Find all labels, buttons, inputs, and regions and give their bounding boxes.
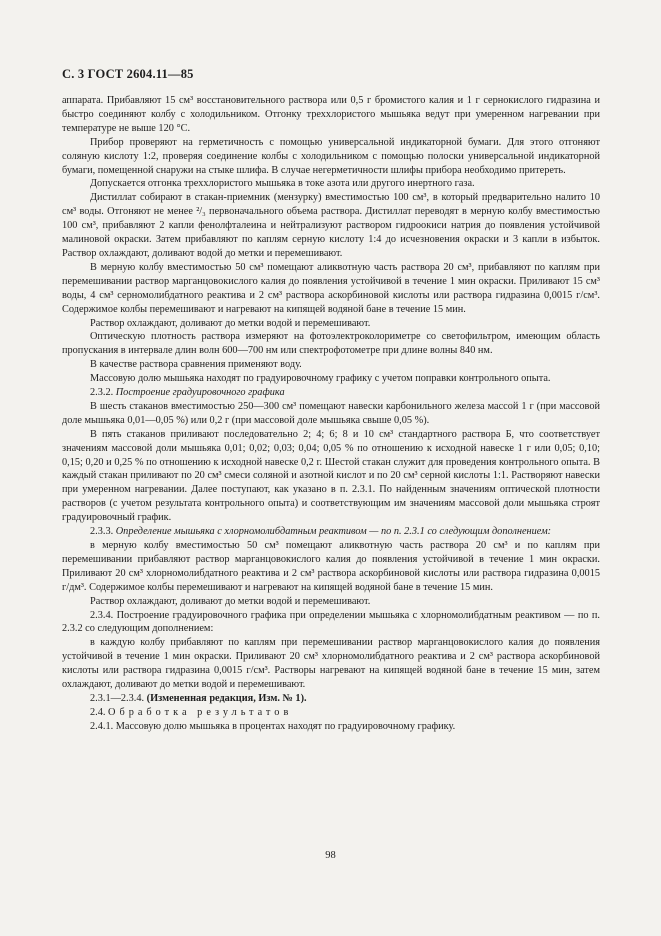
page-number: 98	[325, 850, 336, 861]
text-run: Раствор охлаждают, доливают до метки водой и перемешивают.	[90, 595, 371, 607]
paragraph	[62, 191, 600, 261]
paragraph	[62, 595, 600, 609]
paragraph	[62, 400, 600, 428]
paragraph	[62, 720, 600, 734]
paragraph	[62, 609, 600, 637]
text-run: в каждую колбу прибавляют по каплям при перемешивании раствор марганцовокислого калия до появления устойчивой в течение 1 мин окраски. Приливают 20 см³ хлорномолибдатного реактива и 2 см³ раствора аскорбиновой кислоты или раствора гидразина 0,0015 г/см³. Растворы нагревают на кипящей водяной бане в течение 15 мин, затем охлаждают, доливают до метки водой и перемешивают.	[62, 637, 600, 691]
text-run: В пять стаканов приливают последовательно 2; 4; 6; 8 и 10 см³ стандартного раствора Б, что соответствует значениям массовой доли мышьяка 0,01; 0,02; 0,03; 0,04; 0,05 % по отношению к исходной навеске 1 г или 0,05; 0,10; 0,15; 0,20 и 0,25 % по отношению к исходной навеске 0,2 г. Шестой стакан служит для проведения контрольного опыта. В каждый стакан приливают по 20 см³ смеси соляной и азотной кислот и по 20 см³ серной кислоты 1:1. Растворяют навески при умеренном нагревании. Далее поступают, как указано в п. 2.3.1. По найденным значениям оптической плотности растворов (с учетом результата контрольного опыта) и соответствующим им значениям массовой доли мышьяка строят градуировочный график.	[62, 428, 600, 524]
text-run: 2.3.1—2.3.4.	[90, 692, 147, 704]
text-run: 2.3.3.	[90, 526, 116, 538]
text-run: в мерную колбу вместимостью 50 см³ помещают аликвотную часть раствора 20 см³ и по каплям при перемешивании прибавляют раствор марганцовокислого калия до появления устойчивой в течение 1 мин окраски. Приливают 20 см³ хлорномолибдатного реактива и 2 см³ раствора аскорбиновой кислоты или раствора гидразина 0,0015 г/дм³. Содержимое колбы перемешивают и нагревают на кипящей водяной бане в течение 15 мин.	[62, 540, 600, 593]
text-run: Построение градуировочного графика	[115, 387, 285, 399]
text-run: 2.4.1. Массовую долю мышьяка в процентах находят по градуировочному графику.	[90, 720, 456, 732]
page-header: С. 3 ГОСТ 2604.11—85	[62, 67, 194, 81]
text-run: В шесть стаканов вместимостью 250—300 см³ помещают навески карбонильного железа массой 1 г (при массовой доле мышьяка 0,01—0,05 %) или 0,2 г (при массовой доле мышьяка свыше 0,05 %).	[62, 400, 600, 426]
paragraph	[62, 386, 600, 400]
paragraph	[62, 177, 600, 191]
paragraph	[62, 317, 600, 331]
paragraph	[62, 94, 600, 136]
paragraph	[62, 136, 600, 178]
paragraph	[62, 330, 600, 358]
text-run: (Измененная редакция, Изм. № 1).	[146, 692, 307, 704]
text-run: В мерную колбу вместимостью 50 см³ помещают аликвотную часть раствора 20 см³, прибавляют по каплям при перемешивании раствор марганцовокислого калия до появления устойчивой в течение 1 мин окраски. Приливают 15 см³ воды, 4 см³ серномолибдатного реактива и 2 см³ раствора аскорбиновой кислоты или раствора гидразина 0,0015 г/см³. Содержимое колбы перемешивают и нагревают на кипящей водяной бане в течение 15 мин.	[62, 261, 600, 315]
text-run: 2.3.4. Построение градуировочного графика при определении мышьяка с хлорномолибдатным реактивом — по п. 2.3.2 со следующим дополнением:	[62, 609, 600, 635]
paragraph	[62, 636, 600, 692]
text-run: 2.4.	[90, 706, 109, 718]
paragraph	[62, 372, 600, 386]
paragraph	[62, 428, 600, 525]
text-run: Массовую долю мышьяка находят по градуировочному графику с учетом поправки контрольного опыта.	[90, 373, 551, 385]
text-run: Раствор охлаждают, доливают до метки водой и перемешивают.	[90, 317, 371, 329]
paragraph	[62, 692, 600, 706]
text-run: аппарата. Прибавляют 15 см³ восстановительного раствора или 0,5 г бромистого калия и 1 г сернокислого гидразина и быстро соединяют колбу с холодильником. Отгонку треххлористого мышьяка ведут при умеренном нагревании при температуре не выше 120 °С.	[62, 95, 600, 134]
text-run: В качестве раствора сравнения применяют воду.	[90, 359, 302, 371]
paragraph	[62, 358, 600, 372]
paragraph	[62, 539, 600, 595]
paragraph	[62, 706, 600, 720]
text-run: Определение мышьяка с хлорномолибдатным реактивом — по п. 2.3.1 со следующим дополнением:	[115, 526, 552, 538]
text-run: Обработка результатов	[108, 706, 293, 718]
paragraph	[62, 525, 600, 539]
paragraph	[62, 261, 600, 317]
text-run: Прибор проверяют на герметичность с помощью универсальной индикаторной бумаги. Для этого отгоняют соляную кислоту 1:2, проверяя соединение колбы с холодильником с помощью полоски универсальной индикаторной бумаги, помещенной снаружи на стыке шлифа. В случае негерметичности шлифы прибора необходимо притереть.	[62, 136, 600, 176]
text-run: Оптическую плотность раствора измеряют на фотоэлектроколориметре со светофильтром, имеющим область пропускания в интервале длин волн 600—700 нм или спектрофотометре при длине волны 840 нм.	[62, 331, 600, 357]
text-run: Дистиллат собирают в стакан-приемник (мензурку) вместимостью 100 см³, в который предварительно налито 10 см³ воды. Отгоняют не менее ²/₃ первоначального объема раствора. Дистиллат переводят в мерную колбу вместимостью 100 см³, прибавляют 2 капли фенолфталеина и нейтрализуют раствором гидроокиси натрия до появления устойчивой малиновой окраски. Затем прибавляют по каплям серную кислоту 1:4 до исчезновения окраски и 3 капли в избыток. Раствор охлаждают, доливают водой до метки и перемешивают.	[62, 192, 600, 259]
document-body	[62, 94, 600, 734]
text-run: Допускается отгонка треххлористого мышьяка в токе азота или другого инертного газа.	[90, 178, 475, 190]
text-run: 2.3.2.	[90, 387, 116, 399]
